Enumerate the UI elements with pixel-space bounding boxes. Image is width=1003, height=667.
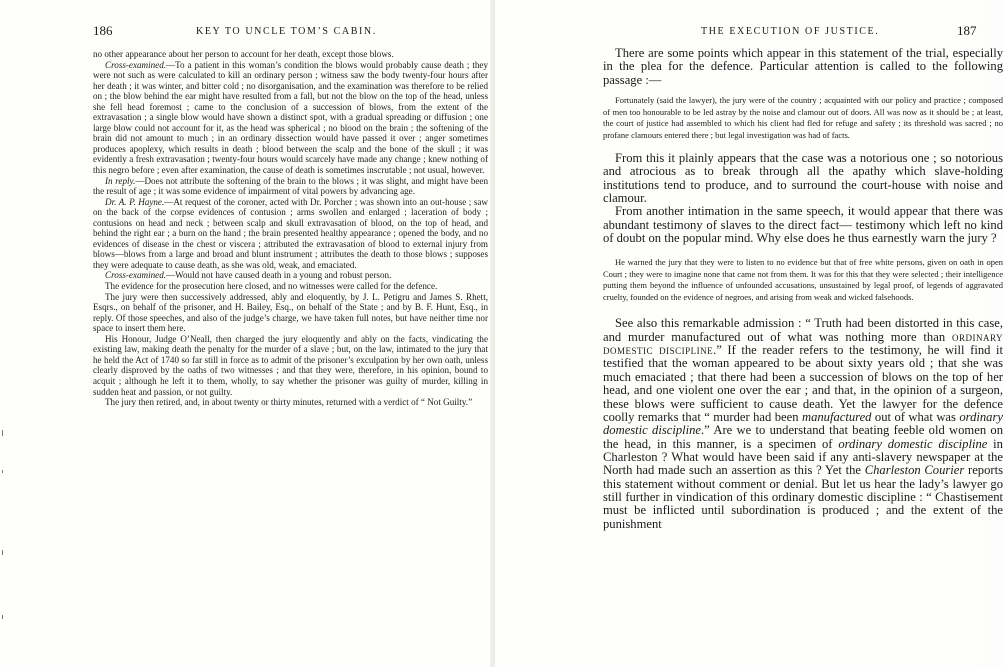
- left-page: [0, 0, 495, 667]
- right_page-paragraph-r6-text: reports this statement without comment or denial. But let us hear the lady’s lawyer go still further in vindication of this ordinary domestic discipline : “ Chastisement must be inflicted until subordination is produced ; and the extent of the punishment: [603, 463, 1003, 531]
- left_page-paragraph-p3-text: In reply.: [105, 175, 136, 186]
- left_page-paragraph-p1-text: no other appearance about her person to account for her death, except those blows.: [93, 49, 394, 59]
- right_page-paragraph-r6-text: See also this remarkable admission : “ Truth had been distorted in this case, and murder manufactured out of what was nothing more than: [603, 316, 1003, 344]
- right_page-paragraph-r4: [603, 205, 1003, 245]
- left_page-paragraph-p7-text: The jury were then successively addressed, ably and eloquently, by J. L. Petigru and James S. Rhett, Esqrs., on behalf of the prisoner, and H. Bailey, Esq., on behalf of the State ; and by B. F. Hunt, Esq., in reply. Of those speeches, and also of the judge’s charge, we have taken full notes, but have neither time nor space to insert them here.: [93, 291, 488, 334]
- right_page-paragraph-r5: [603, 257, 1003, 303]
- right_page-paragraph-r6-text: out of what was: [871, 409, 960, 424]
- left_page-paragraph-p8-text: His Honour, Judge O’Neall, then charged the jury eloquently and ably on the facts, vindicating the existing law, making death the penalty for the murder of a slave ; but, on the law, intimated to the jury that he held the Act of 1740 so far still in force as to admit of the prisoner’s exculpation by her own oath, unless clearly disproved by the oaths of two witnesses ; and that they were, therefore, in his opinion, bound to acquit ; although he left it to them, wholly, to say whether the prisoner was guilty of murder, killing in sudden heat and passion, or not guilty.: [93, 333, 488, 397]
- left_page-paragraph-p5-text: —Would not have caused death in a young and robust person.: [166, 270, 392, 281]
- margin-specks: [2, 430, 8, 630]
- right_page-paragraph-r1: [603, 47, 1003, 87]
- left_page-paragraph-p4-text: —At request of the coroner, acted with Dr. Porcher ; was shown into an out-house ; saw on the back of the corpse evidences of contusion ; arms swollen and enlarged ; laceration of body ; contusions on head and neck ; between scalp and skull extravasation of blood, on the top of head, and behind the right ear ; a burn on the hand ; the brain presented healthy appearance ; opened the body, and no evidences of disease in the chest or viscera ; attributed the extravasation of blood to external injury from blows—blows from a large and broad and blunt instrument ; attributes the death to those blows ; supposes they were adequate to cause death, as she was old, weak, and emaciated.: [93, 196, 488, 270]
- right_page-paragraph-r3: [603, 152, 1003, 205]
- right_page-paragraph-r3-text: From this it plainly appears that the case was a notorious one ; so notorious and atrocious as to break through all the apathy which slave-holding institutions tend to produce, and to surround the court-house with noise and clamour.: [603, 151, 1003, 206]
- right_page-paragraph-r6-text: in Charleston ? What would have been said if any anti-slavery newspaper at the North had made such an assertion as this ? Yet the: [603, 436, 1003, 478]
- left_page-paragraph-p2-text: —To a patient in this woman’s condition the blows would probably cause death ; they were not such as were calculated to kill an ordinary person ; witness saw the body twenty-four hours after her death ; it was winter, and bitter cold ; no disorganisation, and the examination was therefore to be relied on ; the blow behind the ear might have resulted from a fall, but not the blow on the top of the head, unless she fell head foremost ; came to the conclusion of a succession of blows, from the extent of the extravasation ; a single blow would have shown a distinct spot, with a gradual spreading or diffusion ; one large blow could not account for it, as the head was spherical ; no blood on the brain ; the softening of the brain did not amount to much ; in an ordinary dissection would have passed it over ; anger sometimes produces apoplexy, which results in death ; blood between the scalp and the bone of the skull ; it was evidently a fresh extravasation ; twenty-four hours would scarcely have made any change ; knew nothing of this negro before ; even after examination, the cause of death is sometimes inscrutable ; not usual, however.: [93, 59, 488, 176]
- left_page-paragraph-p9: [93, 397, 488, 408]
- right-text-column: [603, 47, 1003, 531]
- left_page-paragraph-p6-text: The evidence for the prosecution here closed, and no witnesses were called for the defence.: [105, 281, 438, 292]
- left-text-column: [93, 49, 488, 408]
- left_page-paragraph-p5: [93, 270, 488, 281]
- left_page-paragraph-p4: [93, 197, 488, 271]
- right-running-header: THE EXECUTION OF JUSTICE.: [701, 26, 880, 37]
- right_page-paragraph-r5-text: He warned the jury that they were to listen to no evidence but that of free white persons, given on oath in open Court ; they were to imagine none that came not from them. It was for this that they were selected ; their intelligence putting them beyond the influence of unfounded accusations, unsustained by legal proof, of legends of aggravated cruelty, founded on the evidence of negroes, and arising from weak and wicked falsehoods.: [603, 257, 1003, 302]
- right_page-paragraph-r6-text: ordinary domestic discipline: [603, 409, 1003, 438]
- right_page-paragraph-r6-text: ordinary domestic discipline: [603, 329, 1003, 358]
- left_page-paragraph-p2-text: Cross-examined.: [105, 59, 167, 70]
- right_page-paragraph-r6: [603, 317, 1003, 531]
- right_page-paragraph-r2-text: Fortunately (said the lawyer), the jury were of the country ; acquainted with our policy and practice ; composed of men too honourable to be led astray by the noise and clamour out of doors. All was now as it should be ; at least, the court of justice had assembled to which his client had fled for refuge and safety ; its threshold was sacred ; no profane clamours entered there ; but legal investigation was had of facts.: [603, 95, 1003, 140]
- right-page: [495, 0, 1003, 667]
- right_page-paragraph-r6-text: .” If the reader refers to the testimony, he will find it testified that the woman appeared to be about sixty years old ; that she was much emaciated ; that there had been a succession of blows on the top of her head, and one violent one over the ear ; and that, in the opinion of a surgeon, these blows were sufficient to cause death. Yet the lawyer for the defence coolly remarks that “ murder had been: [603, 343, 1003, 424]
- left_page-paragraph-p1: [93, 49, 488, 60]
- right-page-number: 187: [957, 23, 977, 38]
- left_page-paragraph-p6: [93, 281, 488, 292]
- left_page-paragraph-p9-text: The jury then retired, and, in about twenty or thirty minutes, returned with a verdict of “ Not Guilty.”: [105, 397, 473, 408]
- right_page-paragraph-r1-text: There are some points which appear in this statement of the trial, especially in the plea for the defence. Particular attention is called to the following passage :—: [603, 46, 1003, 87]
- right_page-paragraph-r6-text: .” Are we to understand that beating feeble old women on the head, in this manner, is a specimen of: [603, 423, 1003, 451]
- right_page-paragraph-r4-text: From another intimation in the same speech, it would appear that there was abundant testimony of slaves to the direct fact— testimony which left no kind of doubt on the popular mind. Why else does he thus earnestly warn the jury ?: [603, 204, 1003, 246]
- left-running-header: KEY TO UNCLE TOM’S CABIN.: [196, 26, 377, 37]
- right_page-paragraph-r6-text: ordinary domestic discipline: [838, 436, 988, 451]
- left_page-paragraph-p2: [93, 60, 488, 176]
- left_page-paragraph-p3-text: —Does not attribute the softening of the brain to the blows ; it was slight, and might have been the result of age ; it was some evidence of impairment of vital powers by advancing age.: [93, 175, 489, 197]
- left_page-paragraph-p4-text: Dr. A. P. Hayne.: [105, 196, 165, 207]
- right_page-paragraph-r6-text: Charleston Courier: [864, 463, 965, 478]
- left_page-paragraph-p3: [93, 176, 488, 197]
- right_page-paragraph-r2: [603, 95, 1003, 141]
- right_page-paragraph-r6-text: manufactured: [801, 409, 872, 424]
- left_page-paragraph-p5-text: Cross-examined.: [105, 270, 167, 281]
- left_page-paragraph-p7: [93, 292, 488, 334]
- left_page-paragraph-p8: [93, 334, 488, 397]
- left-page-number: 186: [93, 23, 113, 38]
